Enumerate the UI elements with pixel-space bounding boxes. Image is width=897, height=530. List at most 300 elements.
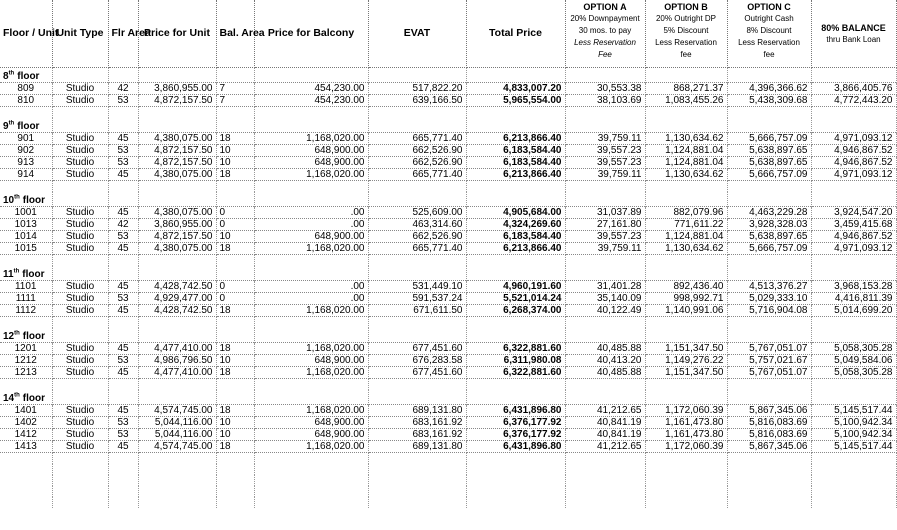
cell-bal: 18 (216, 441, 254, 453)
cell-total: 4,905,684.00 (466, 207, 565, 219)
cell-b: 1,172,060.39 (645, 441, 727, 453)
cell-flr: 45 (108, 367, 138, 379)
col-floor-unit: Floor / Unit (0, 0, 52, 68)
cell-evat: 665,771.40 (368, 243, 466, 255)
cell-unit: 1212 (0, 355, 52, 367)
cell-type: Studio (52, 157, 108, 169)
cell-price: 4,986,796.50 (138, 355, 216, 367)
option-b-title: OPTION B (664, 2, 708, 12)
cell-b: 1,124,881.04 (645, 157, 727, 169)
cell-type: Studio (52, 417, 108, 429)
cell-total: 6,268,374.00 (466, 305, 565, 317)
option-b-line2: 5% Discount (663, 26, 709, 35)
cell-total: 6,213,866.40 (466, 243, 565, 255)
cell-price: 4,872,157.50 (138, 231, 216, 243)
option-a-line4: Fee (598, 50, 612, 59)
cell-b: 1,130,634.62 (645, 169, 727, 181)
cell-c: 5,867,345.06 (727, 405, 811, 417)
cell-flr: 45 (108, 405, 138, 417)
cell-flr: 53 (108, 417, 138, 429)
cell-type: Studio (52, 207, 108, 219)
cell-balcony: 648,900.00 (254, 157, 368, 169)
cell-c: 5,666,757.09 (727, 133, 811, 145)
cell-price: 5,044,116.00 (138, 429, 216, 441)
cell-c: 5,816,083.69 (727, 417, 811, 429)
cell-c: 5,438,309.68 (727, 95, 811, 107)
cell-total: 4,324,269.60 (466, 219, 565, 231)
cell-c: 5,029,333.10 (727, 293, 811, 305)
floor-ordinal: th (8, 120, 15, 127)
cell-c: 3,928,328.03 (727, 219, 811, 231)
cell-a: 39,557.23 (565, 231, 645, 243)
cell-loan: 3,924,547.20 (811, 207, 896, 219)
floor-label (0, 118, 52, 133)
cell-unit: 1013 (0, 219, 52, 231)
table-row (0, 133, 896, 145)
cell-bal: 10 (216, 429, 254, 441)
cell-b: 1,140,991.06 (645, 305, 727, 317)
cell-c: 4,463,229.28 (727, 207, 811, 219)
cell-type: Studio (52, 305, 108, 317)
table-row (0, 355, 896, 367)
cell-balcony: 1,168,020.00 (254, 441, 368, 453)
cell-a: 31,401.28 (565, 281, 645, 293)
spacer-row (0, 255, 896, 267)
cell-type: Studio (52, 293, 108, 305)
cell-b: 1,172,060.39 (645, 405, 727, 417)
cell-type: Studio (52, 145, 108, 157)
table-row (0, 305, 896, 317)
cell-type: Studio (52, 133, 108, 145)
option-b-line3: Less Reservation (655, 38, 717, 47)
option-b-line4: fee (680, 50, 692, 59)
cell-price: 4,428,742.50 (138, 305, 216, 317)
cell-loan: 5,049,584.06 (811, 355, 896, 367)
floor-label (0, 328, 52, 343)
cell-bal: 18 (216, 343, 254, 355)
cell-a: 40,413.20 (565, 355, 645, 367)
cell-price: 3,860,955.00 (138, 219, 216, 231)
cell-total: 5,965,554.00 (466, 95, 565, 107)
cell-flr: 45 (108, 169, 138, 181)
cell-loan: 5,058,305.28 (811, 367, 896, 379)
cell-c: 5,767,051.07 (727, 367, 811, 379)
cell-type: Studio (52, 441, 108, 453)
cell-a: 40,841.19 (565, 417, 645, 429)
cell-loan: 4,946,867.52 (811, 157, 896, 169)
cell-c: 5,666,757.09 (727, 243, 811, 255)
col-price-for-unit: Price for Unit (138, 0, 216, 68)
cell-loan: 3,968,153.28 (811, 281, 896, 293)
cell-a: 30,553.38 (565, 83, 645, 95)
cell-c: 4,513,376.27 (727, 281, 811, 293)
cell-b: 892,436.40 (645, 281, 727, 293)
col-bal-area: Bal. Area (216, 0, 254, 68)
floor-number: 9 (3, 121, 9, 132)
cell-bal: 0 (216, 207, 254, 219)
option-b-line1: 20% Outright DP (655, 14, 717, 23)
col-evat: EVAT (368, 0, 466, 68)
table-row (0, 169, 896, 181)
col-flr-area: Flr Area (108, 0, 138, 68)
cell-evat: 676,283.58 (368, 355, 466, 367)
cell-evat: 662,526.90 (368, 231, 466, 243)
cell-b: 868,271.37 (645, 83, 727, 95)
cell-evat: 689,131.80 (368, 441, 466, 453)
cell-bal: 10 (216, 157, 254, 169)
cell-evat: 683,161.92 (368, 417, 466, 429)
empty-row (0, 475, 896, 486)
floor-ordinal: th (14, 194, 20, 201)
cell-a: 40,485.88 (565, 367, 645, 379)
cell-unit: 913 (0, 157, 52, 169)
cell-evat: 677,451.60 (368, 367, 466, 379)
table-row (0, 293, 896, 305)
cell-bal: 7 (216, 83, 254, 95)
cell-price: 4,477,410.00 (138, 343, 216, 355)
cell-loan: 4,946,867.52 (811, 145, 896, 157)
cell-b: 1,151,347.50 (645, 343, 727, 355)
cell-balcony: 648,900.00 (254, 429, 368, 441)
floor-label-row (0, 118, 896, 133)
cell-flr: 53 (108, 355, 138, 367)
cell-balcony: 1,168,020.00 (254, 305, 368, 317)
cell-total: 6,431,896.80 (466, 441, 565, 453)
cell-a: 38,103.69 (565, 95, 645, 107)
table-row (0, 281, 896, 293)
cell-bal: 18 (216, 133, 254, 145)
col-total-price: Total Price (466, 0, 565, 68)
cell-total: 6,183,584.40 (466, 145, 565, 157)
cell-price: 4,380,075.00 (138, 243, 216, 255)
cell-a: 31,037.89 (565, 207, 645, 219)
cell-balcony: 1,168,020.00 (254, 367, 368, 379)
cell-flr: 45 (108, 343, 138, 355)
floor-word: floor (17, 71, 40, 82)
cell-bal: 10 (216, 145, 254, 157)
cell-evat: 665,771.40 (368, 133, 466, 145)
cell-price: 3,860,955.00 (138, 83, 216, 95)
cell-evat: 517,822.20 (368, 83, 466, 95)
cell-loan: 4,946,867.52 (811, 231, 896, 243)
cell-flr: 53 (108, 231, 138, 243)
cell-b: 1,161,473.80 (645, 417, 727, 429)
cell-total: 6,183,584.40 (466, 231, 565, 243)
cell-type: Studio (52, 243, 108, 255)
floor-word: floor (22, 195, 46, 206)
floor-label (0, 390, 52, 405)
spacer-row (0, 107, 896, 119)
cell-price: 4,574,745.00 (138, 405, 216, 417)
option-a-line3: Less Reservation (574, 38, 636, 47)
cell-price: 5,044,116.00 (138, 417, 216, 429)
option-c-line3: Less Reservation (738, 38, 800, 47)
floor-word: floor (22, 393, 46, 404)
cell-total: 4,833,007.20 (466, 83, 565, 95)
cell-evat: 689,131.80 (368, 405, 466, 417)
cell-balcony: 454,230.00 (254, 95, 368, 107)
cell-unit: 914 (0, 169, 52, 181)
cell-evat: 677,451.60 (368, 343, 466, 355)
cell-unit: 1201 (0, 343, 52, 355)
cell-loan: 5,014,699.20 (811, 305, 896, 317)
table-row (0, 95, 896, 107)
cell-b: 1,161,473.80 (645, 429, 727, 441)
table-row (0, 157, 896, 169)
balance-line1: thru Bank Loan (826, 35, 881, 44)
cell-evat: 639,166.50 (368, 95, 466, 107)
cell-a: 39,557.23 (565, 145, 645, 157)
cell-balcony: .00 (254, 207, 368, 219)
cell-c: 4,396,366.62 (727, 83, 811, 95)
cell-total: 5,521,014.24 (466, 293, 565, 305)
cell-balcony: 648,900.00 (254, 145, 368, 157)
cell-b: 882,079.96 (645, 207, 727, 219)
cell-a: 35,140.09 (565, 293, 645, 305)
cell-unit: 1015 (0, 243, 52, 255)
empty-row (0, 497, 896, 508)
empty-row (0, 453, 896, 465)
cell-unit: 1014 (0, 231, 52, 243)
table-row (0, 243, 896, 255)
cell-evat: 525,609.00 (368, 207, 466, 219)
table-row (0, 219, 896, 231)
cell-price: 4,872,157.50 (138, 95, 216, 107)
cell-loan: 5,100,942.34 (811, 417, 896, 429)
floor-label (0, 192, 52, 207)
cell-unit: 1111 (0, 293, 52, 305)
cell-c: 5,816,083.69 (727, 429, 811, 441)
cell-flr: 42 (108, 219, 138, 231)
cell-loan: 3,866,405.76 (811, 83, 896, 95)
cell-balcony: .00 (254, 281, 368, 293)
cell-unit: 809 (0, 83, 52, 95)
cell-price: 4,380,075.00 (138, 207, 216, 219)
cell-flr: 45 (108, 243, 138, 255)
cell-type: Studio (52, 169, 108, 181)
floor-word: floor (22, 269, 45, 280)
cell-b: 1,130,634.62 (645, 243, 727, 255)
cell-flr: 45 (108, 441, 138, 453)
cell-total: 6,322,881.60 (466, 367, 565, 379)
cell-total: 6,322,881.60 (466, 343, 565, 355)
cell-flr: 45 (108, 281, 138, 293)
cell-type: Studio (52, 355, 108, 367)
cell-evat: 665,771.40 (368, 169, 466, 181)
floor-ordinal: th (14, 330, 20, 337)
table-row (0, 145, 896, 157)
table-row (0, 343, 896, 355)
cell-b: 771,611.22 (645, 219, 727, 231)
cell-loan: 5,058,305.28 (811, 343, 896, 355)
cell-unit: 810 (0, 95, 52, 107)
cell-total: 6,213,866.40 (466, 169, 565, 181)
cell-flr: 53 (108, 145, 138, 157)
spacer-row (0, 317, 896, 329)
option-c-line1: Outright Cash (744, 14, 794, 23)
cell-loan: 5,145,517.44 (811, 405, 896, 417)
cell-total: 6,431,896.80 (466, 405, 565, 417)
cell-unit: 1413 (0, 441, 52, 453)
cell-b: 1,149,276.22 (645, 355, 727, 367)
cell-type: Studio (52, 83, 108, 95)
floor-number: 11 (3, 269, 14, 280)
cell-evat: 662,526.90 (368, 145, 466, 157)
cell-a: 41,212.65 (565, 441, 645, 453)
cell-b: 1,083,455.26 (645, 95, 727, 107)
cell-b: 1,124,881.04 (645, 145, 727, 157)
col-option-c (727, 0, 811, 68)
option-c-title: OPTION C (747, 2, 791, 12)
cell-balcony: 648,900.00 (254, 231, 368, 243)
floor-number: 8 (3, 71, 9, 82)
cell-balcony: .00 (254, 219, 368, 231)
cell-evat: 683,161.92 (368, 429, 466, 441)
table-row (0, 405, 896, 417)
empty-row (0, 486, 896, 497)
floor-ordinal: th (14, 392, 20, 399)
floor-label-row (0, 390, 896, 405)
cell-bal: 10 (216, 231, 254, 243)
cell-bal: 18 (216, 367, 254, 379)
table-row (0, 83, 896, 95)
cell-unit: 1001 (0, 207, 52, 219)
floor-number: 14 (3, 393, 15, 404)
cell-type: Studio (52, 95, 108, 107)
cell-unit: 1412 (0, 429, 52, 441)
option-a-line1: 20% Downpayment (570, 14, 640, 23)
cell-unit: 1402 (0, 417, 52, 429)
cell-flr: 53 (108, 429, 138, 441)
cell-balcony: 648,900.00 (254, 355, 368, 367)
cell-a: 39,557.23 (565, 157, 645, 169)
cell-flr: 45 (108, 207, 138, 219)
cell-type: Studio (52, 367, 108, 379)
cell-c: 5,638,897.65 (727, 145, 811, 157)
cell-type: Studio (52, 231, 108, 243)
cell-loan: 4,772,443.20 (811, 95, 896, 107)
cell-evat: 531,449.10 (368, 281, 466, 293)
cell-price: 4,477,410.00 (138, 367, 216, 379)
cell-price: 4,574,745.00 (138, 441, 216, 453)
table-row (0, 367, 896, 379)
cell-b: 1,151,347.50 (645, 367, 727, 379)
cell-unit: 1401 (0, 405, 52, 417)
cell-total: 6,376,177.92 (466, 417, 565, 429)
cell-loan: 4,971,093.12 (811, 243, 896, 255)
cell-flr: 53 (108, 95, 138, 107)
floor-word: floor (17, 121, 40, 132)
cell-a: 40,122.49 (565, 305, 645, 317)
cell-price: 4,872,157.50 (138, 145, 216, 157)
cell-bal: 0 (216, 219, 254, 231)
cell-unit: 1213 (0, 367, 52, 379)
cell-total: 6,213,866.40 (466, 133, 565, 145)
cell-bal: 18 (216, 305, 254, 317)
floor-label (0, 266, 52, 281)
cell-flr: 53 (108, 293, 138, 305)
empty-row (0, 464, 896, 475)
cell-total: 6,376,177.92 (466, 429, 565, 441)
cell-price: 4,872,157.50 (138, 157, 216, 169)
cell-price: 4,380,075.00 (138, 169, 216, 181)
cell-unit: 902 (0, 145, 52, 157)
floor-ordinal: th (13, 268, 20, 275)
cell-unit: 901 (0, 133, 52, 145)
cell-total: 4,960,191.60 (466, 281, 565, 293)
cell-bal: 7 (216, 95, 254, 107)
col-balance (811, 0, 896, 68)
floor-number: 10 (3, 195, 15, 206)
cell-evat: 662,526.90 (368, 157, 466, 169)
cell-c: 5,867,345.06 (727, 441, 811, 453)
spacer-row (0, 181, 896, 193)
cell-b: 1,130,634.62 (645, 133, 727, 145)
cell-a: 40,485.88 (565, 343, 645, 355)
cell-type: Studio (52, 281, 108, 293)
floor-number: 12 (3, 331, 15, 342)
option-a-line2: 30 mos. to pay (578, 26, 632, 35)
cell-balcony: 454,230.00 (254, 83, 368, 95)
option-c-line2: 8% Discount (746, 26, 792, 35)
cell-flr: 45 (108, 133, 138, 145)
cell-a: 41,212.65 (565, 405, 645, 417)
cell-loan: 4,971,093.12 (811, 133, 896, 145)
floor-label-row (0, 266, 896, 281)
table-row (0, 441, 896, 453)
cell-a: 39,759.11 (565, 243, 645, 255)
cell-balcony: .00 (254, 293, 368, 305)
cell-unit: 1101 (0, 281, 52, 293)
cell-type: Studio (52, 405, 108, 417)
cell-a: 27,161.80 (565, 219, 645, 231)
floor-label (0, 68, 52, 83)
cell-balcony: 648,900.00 (254, 417, 368, 429)
col-price-for-balcony: Price for Balcony (254, 0, 368, 68)
header-row (0, 0, 896, 68)
cell-type: Studio (52, 219, 108, 231)
floor-ordinal: th (8, 70, 15, 77)
cell-loan: 4,416,811.39 (811, 293, 896, 305)
cell-bal: 10 (216, 417, 254, 429)
cell-a: 39,759.11 (565, 133, 645, 145)
cell-c: 5,638,897.65 (727, 157, 811, 169)
floor-label-row (0, 68, 896, 83)
cell-type: Studio (52, 343, 108, 355)
cell-loan: 4,971,093.12 (811, 169, 896, 181)
option-c-line4: fee (763, 50, 775, 59)
cell-balcony: 1,168,020.00 (254, 343, 368, 355)
cell-balcony: 1,168,020.00 (254, 133, 368, 145)
cell-bal: 18 (216, 405, 254, 417)
cell-b: 998,992.71 (645, 293, 727, 305)
cell-price: 4,428,742.50 (138, 281, 216, 293)
cell-bal: 0 (216, 293, 254, 305)
cell-price: 4,929,477.00 (138, 293, 216, 305)
cell-balcony: 1,168,020.00 (254, 405, 368, 417)
cell-flr: 42 (108, 83, 138, 95)
cell-total: 6,183,584.40 (466, 157, 565, 169)
cell-bal: 0 (216, 281, 254, 293)
table-row (0, 207, 896, 219)
cell-a: 39,759.11 (565, 169, 645, 181)
floor-label-row (0, 328, 896, 343)
table-row (0, 429, 896, 441)
cell-bal: 18 (216, 169, 254, 181)
floor-word: floor (22, 331, 46, 342)
table-row (0, 231, 896, 243)
balance-title: 80% BALANCE (821, 23, 886, 33)
